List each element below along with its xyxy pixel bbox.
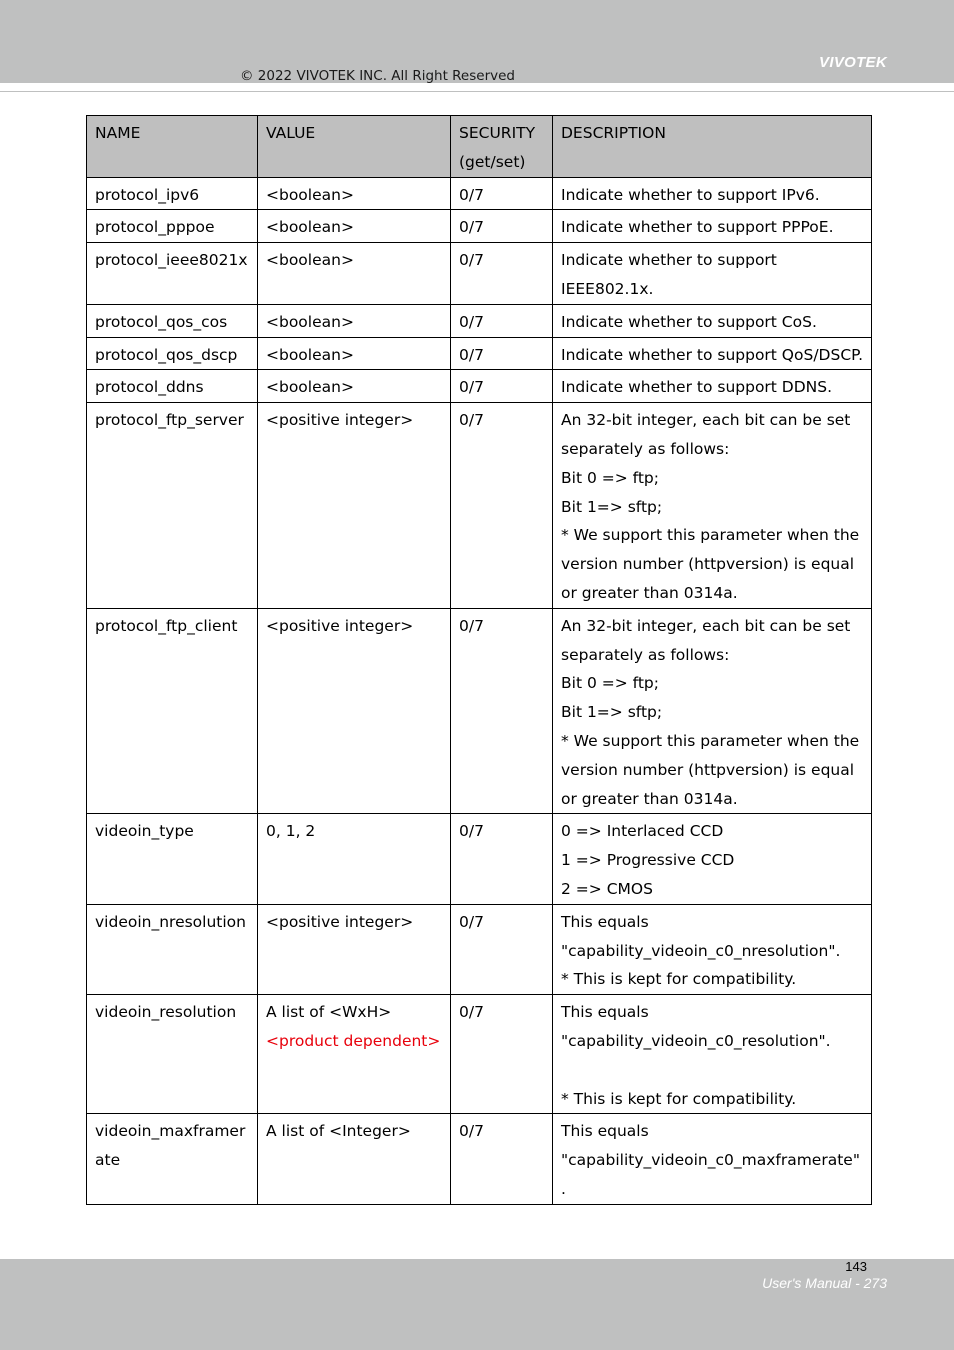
description-line: An 32-bit integer, each bit can be set separately as follows: [561,616,851,664]
param-value-cell [258,370,451,403]
param-description-cell [553,210,872,243]
param-description-cell [553,370,872,403]
param-value: 0, 1, 2 [266,822,316,841]
description-line: * This is kept for compatibility. [561,970,797,989]
param-security-cell: 0/7 [451,1114,553,1204]
header-security: SECURITY (get/set) [451,116,553,178]
param-security-cell: 0/7 [451,370,553,403]
param-description-cell [553,304,872,337]
copyright-text: © 2022 VIVOTEK INC. All Right Reserved [240,68,515,84]
table-row [87,814,872,904]
param-name-cell: videoin_nresolution [87,904,258,994]
param-value: <boolean> [266,185,354,204]
param-value-cell [258,403,451,609]
param-name-cell: videoin_type [87,814,258,904]
description-line: 0 => Interlaced CCD [561,822,724,841]
description-line: * We support this parameter when the version number (httpversion) is equal or greater than 0314a. [561,526,860,602]
description-line: Bit 1=> sftp; [561,497,663,516]
description-line: Bit 1=> sftp; [561,703,663,722]
parameter-table [86,115,872,1205]
description-line [561,1056,863,1085]
description-line: * We support this parameter when the version number (httpversion) is equal or greater than 0314a. [561,731,860,808]
param-description-cell [553,814,872,904]
param-value: <boolean> [266,251,354,270]
param-value-cell [258,243,451,305]
param-value: <boolean> [266,218,354,237]
param-value-cell [258,814,451,904]
param-description-cell [553,243,872,305]
table-body [87,177,872,1204]
param-value: A list of <Integer> [266,1122,411,1141]
table-row [87,304,872,337]
manual-page-label: User's Manual - 273 [762,1275,887,1291]
param-value-cell [258,904,451,994]
description-line: This equals "capability_videoin_c0_nresolution". [561,912,841,960]
param-name-cell: protocol_qos_cos [87,304,258,337]
param-description-cell [553,177,872,210]
description-line: Indicate whether to support QoS/DSCP. [561,345,864,364]
table-row [87,904,872,994]
description-line: * This is kept for compatibility. [561,1089,797,1108]
description-line: Indicate whether to support IPv6. [561,185,820,204]
param-name-cell: protocol_ftp_client [87,608,258,814]
param-name-cell: videoin_maxframerate [87,1114,258,1204]
table-row [87,1114,872,1204]
param-value-cell [258,1114,451,1204]
param-security-cell: 0/7 [451,177,553,210]
table-row [87,995,872,1114]
description-line: This equals "capability_videoin_c0_resolution". [561,1003,831,1050]
description-line: Indicate whether to support PPPoE. [561,218,834,237]
description-line: Indicate whether to support CoS. [561,312,817,331]
param-value-cell [258,995,451,1114]
param-value: <boolean> [266,312,354,331]
param-description-cell [553,904,872,994]
param-description-cell [553,1114,872,1204]
table-row [87,243,872,305]
header-name: NAME [87,116,258,178]
description-line: Indicate whether to support DDNS. [561,378,833,397]
param-value-cell [258,304,451,337]
param-name-cell: videoin_resolution [87,995,258,1114]
param-security-cell: 0/7 [451,337,553,370]
param-description-cell [553,403,872,609]
param-value: A list of <WxH> [266,1003,392,1022]
description-line: Bit 0 => ftp; [561,468,659,487]
table-row [87,370,872,403]
description-line: 1 => Progressive CCD [561,851,735,870]
param-value: <boolean> [266,345,354,364]
param-value: <boolean> [266,378,354,397]
footer-band [0,1259,954,1350]
param-security-cell: 0/7 [451,304,553,337]
page-number: 143 [845,1259,867,1274]
description-line: 2 => CMOS [561,879,653,898]
description-line: This equals "capability_videoin_c0_maxframerate". [561,1122,860,1198]
param-name-cell: protocol_pppoe [87,210,258,243]
param-description-cell [553,995,872,1114]
param-value-cell [258,210,451,243]
header-description: DESCRIPTION [553,116,872,178]
param-value: <positive integer> [266,912,414,931]
header-rule [0,91,954,92]
param-security-cell: 0/7 [451,608,553,814]
param-name-cell: protocol_ftp_server [87,403,258,609]
brand-logo: VIVOTEK [819,54,887,71]
param-security-cell: 0/7 [451,243,553,305]
param-value-cell [258,177,451,210]
table-row [87,177,872,210]
param-security-cell: 0/7 [451,995,553,1114]
param-value: <positive integer> [266,411,414,430]
param-value: <positive integer> [266,616,414,635]
param-security-cell: 0/7 [451,904,553,994]
param-name-cell: protocol_ieee8021x [87,243,258,305]
param-name-cell: protocol_ddns [87,370,258,403]
param-description-cell [553,337,872,370]
param-name-cell: protocol_ipv6 [87,177,258,210]
param-value-note: <product dependent> [266,1031,441,1050]
table-row [87,608,872,814]
param-security-cell: 0/7 [451,210,553,243]
table-row [87,337,872,370]
param-value-cell [258,608,451,814]
param-value-cell [258,337,451,370]
description-line: An 32-bit integer, each bit can be set separately as follows: [561,411,851,458]
param-name-cell: protocol_qos_dscp [87,337,258,370]
param-description-cell [553,608,872,814]
header-value: VALUE [258,116,451,178]
description-line: Bit 0 => ftp; [561,674,659,693]
table-row [87,403,872,609]
description-line: Indicate whether to support IEEE802.1x. [561,251,777,298]
table-header-row [87,116,872,178]
param-security-cell: 0/7 [451,403,553,609]
table-row [87,210,872,243]
param-security-cell: 0/7 [451,814,553,904]
